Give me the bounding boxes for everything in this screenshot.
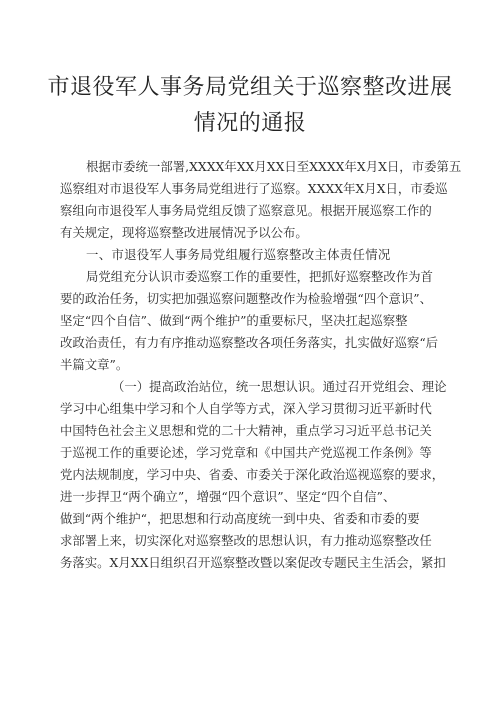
section-heading-1: 一、市退役军人事务局党组履行巡察整改主体责任情况 [86, 247, 391, 262]
document-title-line-2: 情况的通报 [193, 111, 307, 136]
document-title-line-1: 市退役军人事务局党组关于巡察整改进展 [47, 75, 453, 100]
paragraph-3-line: 中国特色社会主义思想和党的二十大精神，重点学习习近平总书记关 [60, 423, 432, 438]
paragraph-1-line: 察组向市退役军人事务局党组反馈了巡察意见。根据开展巡察工作的 [60, 203, 432, 218]
paragraph-3-line: 做到“两个维护“，把思想和行动高度统一到中央、省委和市委的要 [60, 511, 420, 526]
paragraph-3-line: 于巡视工作的重要论述，学习党章和《中国共产党巡视工作条例》等 [60, 445, 432, 460]
paragraph-3-line: 务落实。X月XX日组织召开巡察整改暨以案促改专题民主生活会，紧扣 [60, 555, 446, 570]
paragraph-1-line: 根据市委统一部署,XXXX年XX月XX日至XXXX年X月X日，市委第五 [86, 159, 462, 174]
paragraph-1-line: 巡察组对市退役军人事务局党组进行了巡察。XXXX年X月X日，市委巡 [60, 181, 448, 196]
paragraph-2-line: 坚定“四个自信”、做到“两个维护”的重要标尺，坚决扛起巡察整 [60, 313, 408, 328]
paragraph-2-line: 半篇文章”。 [60, 357, 129, 372]
paragraph-2-line: 改政治责任，有力有序推动巡察整改各项任务落实，扎实做好巡察“后 [60, 335, 439, 350]
paragraph-3-line: 进一步捍卫“两个确立”，增强“四个意识”、坚定“四个自信”、 [60, 489, 396, 504]
paragraph-2-line: 局党组充分认识市委巡察工作的重要性，把抓好巡察整改作为首 [86, 269, 433, 284]
paragraph-3-line: 求部署上来，切实深化对巡察整改的思想认识，有力推动巡察整改任 [60, 533, 432, 548]
paragraph-3-line: 学习中心组集中学习和个人自学等方式，深入学习贯彻习近平新时代 [60, 401, 432, 416]
paragraph-1-line: 有关规定，现将巡察整改进展情况予以公布。 [60, 225, 308, 240]
paragraph-3-line: 党内法规制度，学习中央、省委、市委关于深化政治巡视巡察的要求， [60, 467, 445, 482]
paragraph-3-line: （一）提高政治站位，统一思想认识。通过召开党组会、理论 [112, 379, 447, 394]
paragraph-2-line: 要的政治任务，切实把加强巡察问题整改作为检验增强“四个意识”、 [60, 291, 432, 306]
